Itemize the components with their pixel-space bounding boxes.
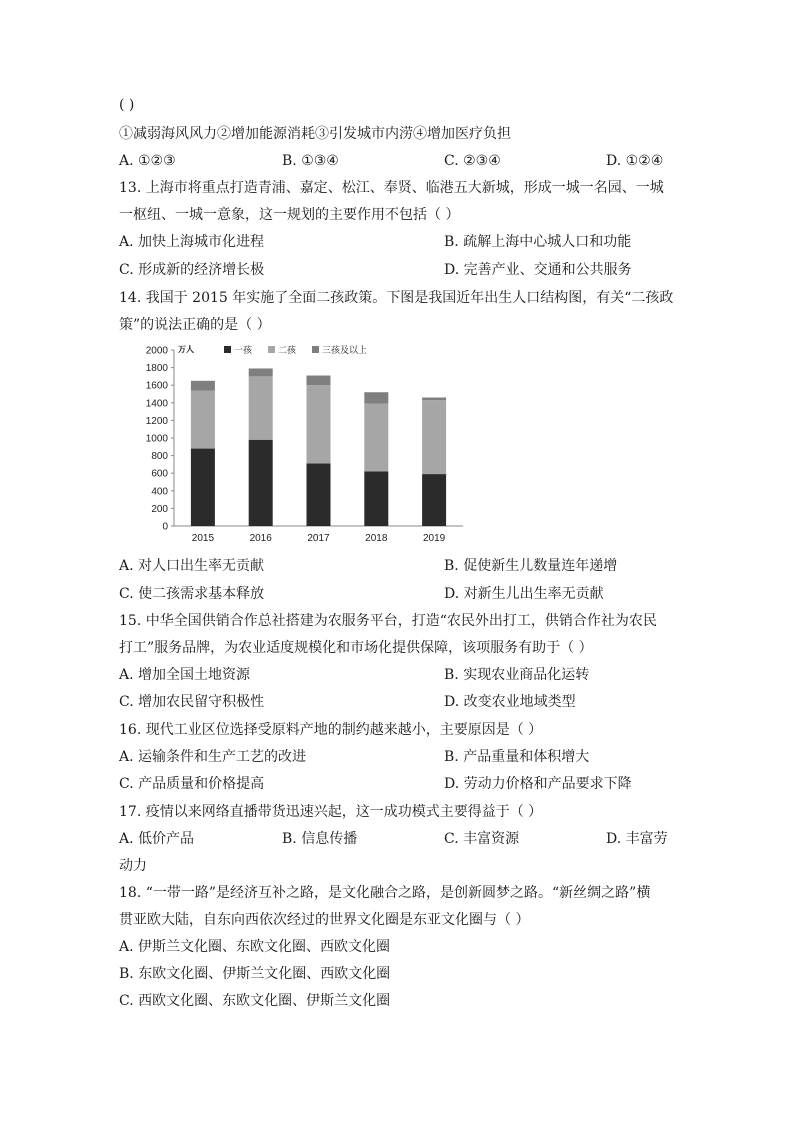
- bar-segment: [249, 376, 273, 439]
- legend-label: 二孩: [278, 345, 297, 355]
- x-tick-label: 2019: [422, 533, 446, 544]
- q14-stem-line1: 14. 我国于 2015 年实施了全面二孩政策。下图是我国近年出生人口结构图，有关“二孩政: [119, 290, 674, 306]
- q16-stem: 16. 现代工业区位选择受原料产地的制约越来越小，主要原因是（ ）: [119, 722, 543, 738]
- q12-option-d: D. ①②④: [606, 153, 664, 169]
- bar-segment: [364, 471, 388, 526]
- bar-segment: [307, 464, 331, 526]
- y-tick-label: 1000: [145, 433, 168, 445]
- q16-option-b: B. 产品重量和体积增大: [444, 749, 590, 765]
- q12-paren: ( ): [119, 97, 135, 113]
- q13-stem-line2: 一枢纽、一城一意象，这一规划的主要作用不包括（ ）: [119, 207, 460, 223]
- q13-option-d: D. 完善产业、交通和公共服务: [444, 262, 632, 278]
- y-tick-label: 1200: [145, 415, 168, 427]
- q15-option-c: C. 增加农民留守积极性: [119, 694, 265, 710]
- y-tick-label: 400: [151, 486, 168, 498]
- y-tick-label: 1400: [145, 398, 168, 410]
- q15-stem-line2: 打工”服务品牌，为农业适度规模化和市场化提供保障，该项服务有助于（ ）: [119, 640, 593, 656]
- bar-segment: [191, 381, 215, 391]
- bar-segment: [249, 440, 273, 526]
- y-tick-label: 1800: [145, 363, 168, 375]
- y-tick-label: 1600: [145, 380, 168, 392]
- y-tick-label: 0: [162, 521, 168, 533]
- q15-stem-line1: 15. 中华全国供销合作总社搭建为农服务平台，打造“农民外出打工，供销合作社为农民: [119, 613, 657, 629]
- y-tick-label: 800: [151, 451, 168, 463]
- x-tick-label: 2018: [365, 533, 388, 544]
- y-tick-label: 600: [151, 468, 168, 480]
- q13-option-c: C. 形成新的经济增长极: [119, 262, 265, 278]
- q15-option-d: D. 改变农业地域类型: [444, 694, 576, 710]
- bar-segment: [364, 392, 388, 403]
- legend-label: 三孩及以上: [322, 345, 368, 355]
- q17-stem: 17. 疫情以来网络直播带货迅速兴起，这一成功模式主要得益于（ ）: [119, 804, 543, 820]
- bar-segment: [422, 398, 446, 401]
- legend-swatch: [268, 346, 275, 353]
- chart-svg: [130, 340, 470, 550]
- q17-option-d-wrap: 动力: [119, 858, 147, 874]
- bar-segment: [364, 404, 388, 472]
- birth-structure-chart: [130, 340, 470, 550]
- bar-segment: [191, 390, 215, 448]
- bar-segment: [307, 385, 331, 463]
- legend-label: 一孩: [234, 345, 253, 355]
- q15-option-a: A. 增加全国土地资源: [119, 667, 251, 683]
- q12-option-a: A. ①②③: [119, 153, 176, 169]
- y-tick-label: 200: [151, 503, 168, 515]
- x-tick-label: 2017: [307, 533, 330, 544]
- y-tick-label: 2000: [145, 345, 168, 357]
- q14-option-c: C. 使二孩需求基本释放: [119, 586, 265, 602]
- q14-option-a: A. 对人口出生率无贡献: [119, 558, 265, 574]
- q17-option-a: A. 低价产品: [119, 831, 195, 847]
- legend-swatch: [312, 346, 319, 353]
- q16-option-c: C. 产品质量和价格提高: [119, 776, 265, 792]
- x-tick-label: 2016: [249, 533, 272, 544]
- q16-option-d: D. 劳动力价格和产品要求下降: [444, 776, 632, 792]
- q14-option-b: B. 促使新生儿数量连年递增: [444, 558, 618, 574]
- q13-stem-line1: 13. 上海市将重点打造青浦、嘉定、松江、奉贤、临港五大新城，形成一城一名园、一城: [119, 180, 664, 196]
- q17-option-b: B. 信息传播: [282, 831, 358, 847]
- q12-stem: ①减弱海风风力②增加能源消耗③引发城市内涝④增加医疗负担: [119, 126, 511, 142]
- q17-option-d: D. 丰富劳: [606, 831, 668, 847]
- q13-option-a: A. 加快上海城市化进程: [119, 234, 265, 250]
- q17-option-c: C. 丰富资源: [444, 831, 520, 847]
- q18-option-b: B. 东欧文化圈、伊斯兰文化圈、西欧文化圈: [119, 966, 391, 982]
- bar-segment: [307, 376, 331, 386]
- q18-stem-line1: 18. “一带一路”是经济互补之路，是文化融合之路，是创新圆梦之路。“新丝绸之路”横: [119, 885, 651, 901]
- y-unit-label: 万人: [178, 345, 194, 354]
- q14-stem-line2: 策”的说法正确的是（ ）: [119, 317, 271, 333]
- q12-option-c: C. ②③④: [444, 153, 501, 169]
- q18-stem-line2: 贯亚欧大陆，自东向西依次经过的世界文化圈是东亚文化圈与（ ）: [119, 912, 530, 928]
- q16-option-a: A. 运输条件和生产工艺的改进: [119, 749, 307, 765]
- q15-option-b: B. 实现农业商品化运转: [444, 667, 590, 683]
- bar-segment: [249, 368, 273, 376]
- legend-swatch: [224, 346, 231, 353]
- bar-segment: [191, 449, 215, 526]
- bar-segment: [422, 474, 446, 526]
- q18-option-c: C. 西欧文化圈、东欧文化圈、伊斯兰文化圈: [119, 993, 391, 1009]
- q12-option-b: B. ①③④: [282, 153, 339, 169]
- q14-option-d: D. 对新生儿出生率无贡献: [444, 586, 604, 602]
- q13-option-b: B. 疏解上海中心城人口和功能: [444, 234, 632, 250]
- bar-segment: [422, 400, 446, 474]
- x-tick-label: 2015: [191, 533, 215, 544]
- q18-option-a: A. 伊斯兰文化圈、东欧文化圈、西欧文化圈: [119, 939, 391, 955]
